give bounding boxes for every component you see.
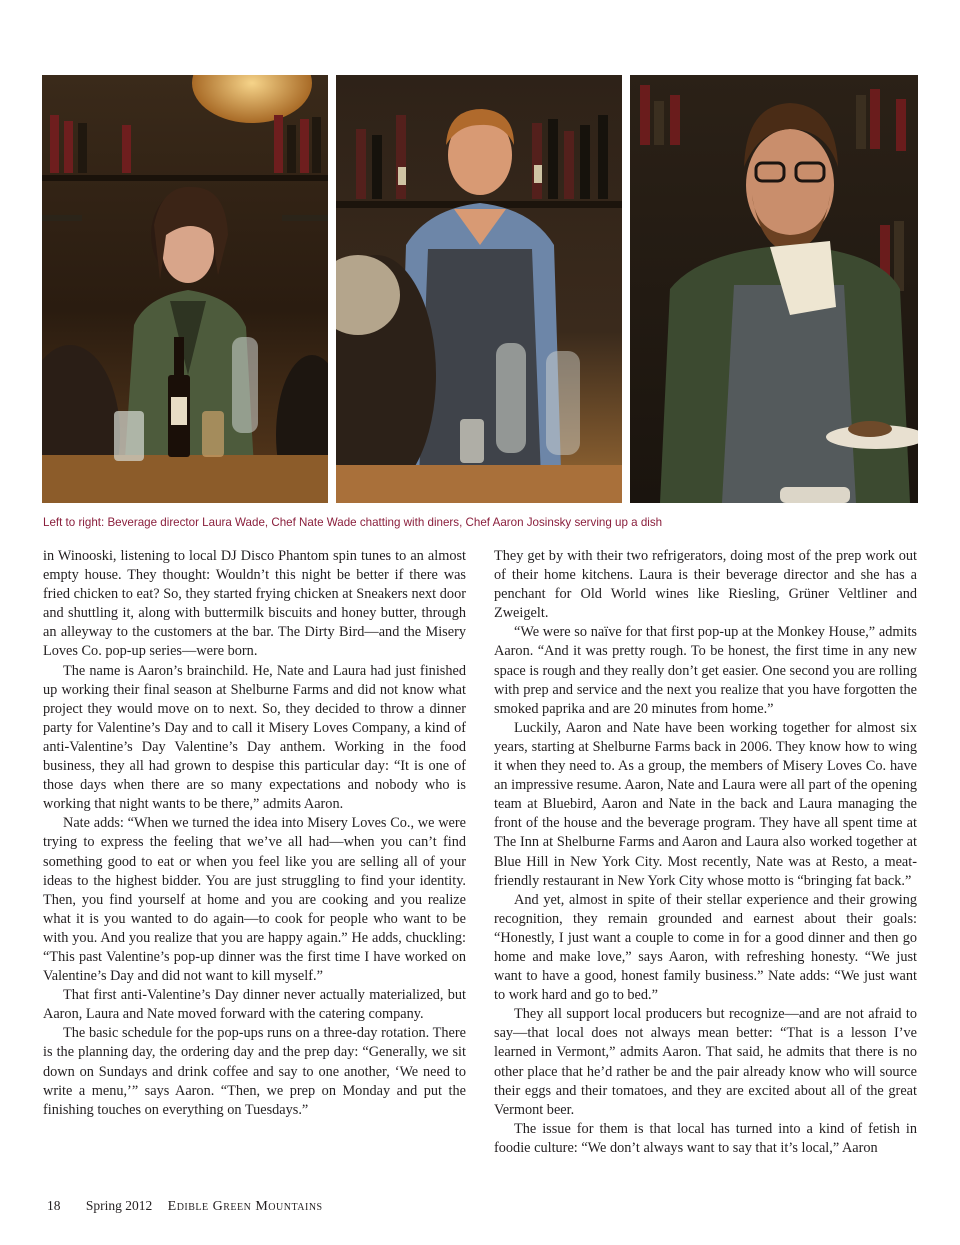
article-column-right xyxy=(494,547,917,1158)
paragraph: The basic schedule for the pop-ups runs on a three-day rotation. There is the planning day, the ordering day and the prep day: “Generally, we sit down on Sundays and drink coffee and say to one another, ‘We need to write a menu,’” says Aaron. “Then, we prep on Monday and put the finishing touches on everything on Tuesdays.” xyxy=(43,1025,466,1118)
paragraph: They all support local producers but recognize—and are not afraid to say—that local does not always mean better: “That is a lesson I’ve learned in Vermont,” admits Aaron. That said, he admits that there is no other place that he’d rather be and the pair already know who will source their eggs and their tomatoes, and they are excited about all of the great Vermont beer. xyxy=(494,1006,917,1118)
magazine-title: Edible Green Mountains xyxy=(167,1199,323,1214)
paragraph: That first anti-Valentine’s Day dinner never actually materialized, but Aaron, Laura and Nate moved forward with the catering company. xyxy=(43,987,466,1023)
photo-aaron-josinsky-image xyxy=(630,75,918,503)
photo-strip xyxy=(42,75,918,503)
paragraph: in Winooski, listening to local DJ Disco Phantom spin tunes to an almost empty house. They thought: Wouldn’t this night be better if there was fried chicken to eat? So, they started frying chicken at Sneakers next door and shuttling it, along with buttermilk biscuits and honey butter, through an alleyway to the customers at the bar. The Dirty Bird—and the Misery Loves Co. pop-up series—were born. xyxy=(43,548,466,660)
photo-nate-wade-image xyxy=(336,75,622,503)
page-number: 18 xyxy=(47,1198,61,1213)
photo-caption: Left to right: Beverage director Laura Wade, Chef Nate Wade chatting with diners, Chef Aaron Josinsky serving up a dish xyxy=(43,516,663,529)
photo-nate-wade xyxy=(336,75,622,503)
paragraph: The name is Aaron’s brainchild. He, Nate and Laura had just finished up working their final season at Shelburne Farms and did not know what project they would move on to next. So, they decided to throw a dinner party for Valentine’s Day and to call it Misery Loves Company, a kind of anti-Valentine’s Day Valentine’s Day anthem. Working in the food business, they all had grown to despise this particular day: “It is one of those days when there are so many expectations and nobody who is working that night wants to be there,” admits Aaron. xyxy=(43,662,466,813)
page-footer xyxy=(47,1198,323,1215)
paragraph: The issue for them is that local has turned into a kind of fetish in foodie culture: “We don’t always want to say that it’s local,” Aaron xyxy=(494,1120,917,1156)
paragraph: Nate adds: “When we turned the idea into Misery Loves Co., we were trying to express the feeling that we’ve all had—when you can’t find something good to eat or when you feel like you are selling all of your ideas to the highest bidder. You are just struggling to find your identity. Then, you find yourself at home and you are cooking and you realize what it is you wanted to do again—to cook for people who want to be with you. And you realize that you are happy again.” He adds, chuckling: “This past Valentine’s pop-up dinner was the first time I have worked on Valentine’s Day and did not want to kill myself.” xyxy=(43,815,466,985)
issue-season: Spring 2012 xyxy=(85,1198,153,1213)
article-column-left xyxy=(43,547,466,1120)
paragraph: And yet, almost in spite of their stellar experience and their growing recognition, they remain grounded and earnest about their goals: “Honestly, I just want a couple to come in for a good dinner and then go home and make love,” says Aaron, with refreshing honesty. “We just want to have a good, honest family business.” Nate adds: “We just want to work hard and go to bed.” xyxy=(494,891,917,1004)
paragraph: They get by with their two refrigerators, doing most of the prep work out of their home kitchens. Laura is their beverage director and she has a penchant for Old World wines like Riesling, Grüner Veltliner and Zweigelt. xyxy=(494,548,917,622)
photo-laura-wade-image xyxy=(42,75,328,503)
photo-laura-wade xyxy=(42,75,328,503)
photo-aaron-josinsky xyxy=(630,75,918,503)
paragraph: “We were so naïve for that first pop-up at the Monkey House,” admits Aaron. “And it was pretty rough. To be honest, the first time in any new space is rough and they really don’t get easier. One second you are rolling with prep and service and the next you realize that you have forgotten the smoked paprika and are 20 minutes from home.” xyxy=(494,624,917,717)
paragraph: Luckily, Aaron and Nate have been working together for almost six years, starting at Shelburne Farms back in 2006. They know how to wing it when they need to. As a group, the members of Misery Loves Co. have an impressive resume. Aaron, Nate and Laura were all part of the opening team at Bluebird, Aaron and Nate in the back and Laura managing the front of the house and the beverage program. They have all spent time at The Inn at Shelburne Farms and Aaron and Laura also worked together at Blue Hill in New York City. Most recently, Nate was at Resto, a meat-friendly restaurant in New York City whose motto is “bringing fat back.” xyxy=(494,719,917,889)
